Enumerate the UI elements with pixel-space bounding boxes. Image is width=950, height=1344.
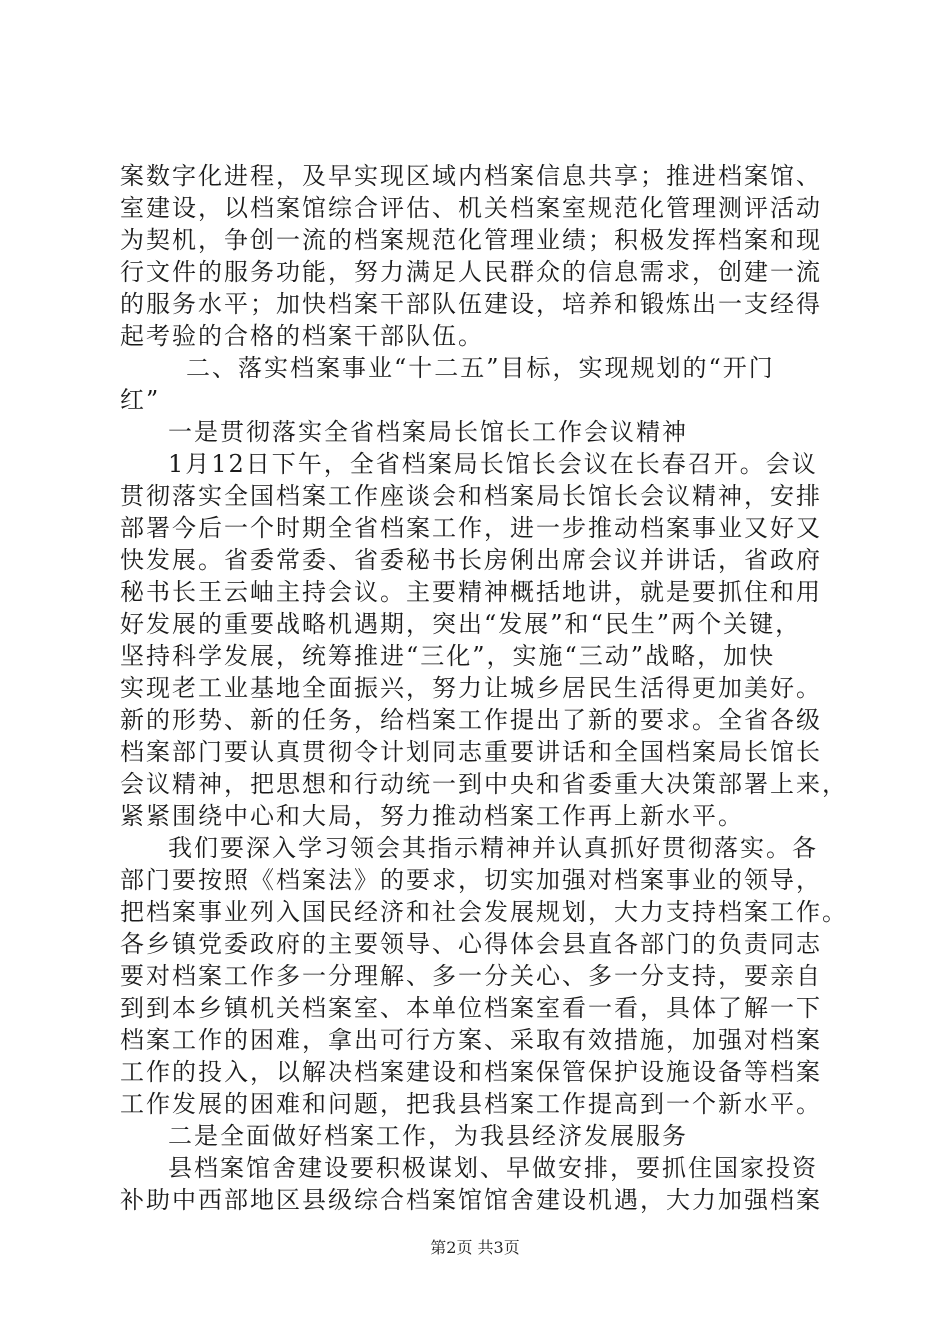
- text-line: 部门要按照《档案法》的要求，切实加强对档案事业的领导，: [120, 866, 822, 894]
- text-line: 为契机，争创一流的档案规范化管理业绩；积极发挥档案和现: [120, 226, 822, 254]
- text-line: 实现老工业基地全面振兴，努力让城乡居民生活得更加美好。: [120, 674, 822, 702]
- text-line: 室建设，以档案馆综合评估、机关档案室规范化管理测评活动: [120, 194, 822, 222]
- text-line: 工作的投入，以解决档案建设和档案保管保护设施设备等档案: [120, 1058, 822, 1086]
- text-line: 新的形势、新的任务，给档案工作提出了新的要求。全省各级: [120, 706, 822, 734]
- text-line: 会议精神，把思想和行动统一到中央和省委重大决策部署上来，: [120, 770, 848, 798]
- text-line: 好发展的重要战略机遇期，突出“发展”和“民生”两个关键，: [120, 610, 802, 638]
- text-line: 坚持科学发展，统筹推进“三化”，实施“三动”战略，加快: [120, 642, 776, 670]
- section-heading-line: 二、落实档案事业“十二五”目标，实现规划的“开门: [186, 354, 775, 382]
- document-body: [120, 160, 848, 1216]
- text-line: 到到本乡镇机关档案室、本单位档案室看一看，具体了解一下: [120, 994, 822, 1022]
- text-line: 快发展。省委常委、省委秘书长房俐出席会议并讲话，省政府: [120, 546, 822, 574]
- text-line: 各乡镇党委政府的主要领导、心得体会县直各部门的负责同志: [120, 930, 822, 958]
- text-line: 档案部门要认真贯彻令计划同志重要讲话和全国档案局长馆长: [120, 738, 822, 766]
- text-line: 秘书长王云岫主持会议。主要精神概括地讲，就是要抓住和用: [120, 578, 822, 606]
- text-line: 二是全面做好档案工作，为我县经济发展服务: [168, 1122, 688, 1150]
- text-line: 起考验的合格的档案干部队伍。: [120, 322, 484, 350]
- text-line: 部署今后一个时期全省档案工作，进一步推动档案事业又好又: [120, 514, 822, 542]
- text-line: 我们要深入学习领会其指示精神并认真抓好贯彻落实。各: [168, 834, 818, 862]
- text-line: 行文件的服务功能，努力满足人民群众的信息需求，创建一流: [120, 258, 822, 286]
- text-line: 案数字化进程，及早实现区域内档案信息共享；推进档案馆、: [120, 162, 822, 190]
- text-line: 的服务水平；加快档案干部队伍建设，培养和锻炼出一支经得: [120, 290, 822, 318]
- text-line: 补助中西部地区县级综合档案馆馆舍建设机遇，大力加强档案: [120, 1186, 822, 1214]
- text-line: 把档案事业列入国民经济和社会发展规划，大力支持档案工作。: [120, 898, 848, 926]
- text-line: 1月12日下午，全省档案局长馆长会议在长春召开。会议: [168, 450, 818, 478]
- text-line: 一是贯彻落实全省档案局长馆长工作会议精神: [168, 418, 688, 446]
- text-line: 贯彻落实全国档案工作座谈会和档案局长馆长会议精神，安排: [120, 482, 822, 510]
- text-line: 县档案馆舍建设要积极谋划、早做安排，要抓住国家投资: [168, 1154, 818, 1182]
- text-line: 红”: [120, 386, 161, 414]
- text-line: 工作发展的困难和问题，把我县档案工作提高到一个新水平。: [120, 1090, 822, 1118]
- text-line: 紧紧围绕中心和大局，努力推动档案工作再上新水平。: [120, 802, 744, 830]
- text-line: 要对档案工作多一分理解、多一分关心、多一分支持，要亲自: [120, 962, 822, 990]
- text-line: 档案工作的困难，拿出可行方案、采取有效措施，加强对档案: [120, 1026, 822, 1054]
- page-footer: 第2页 共3页: [430, 1238, 520, 1257]
